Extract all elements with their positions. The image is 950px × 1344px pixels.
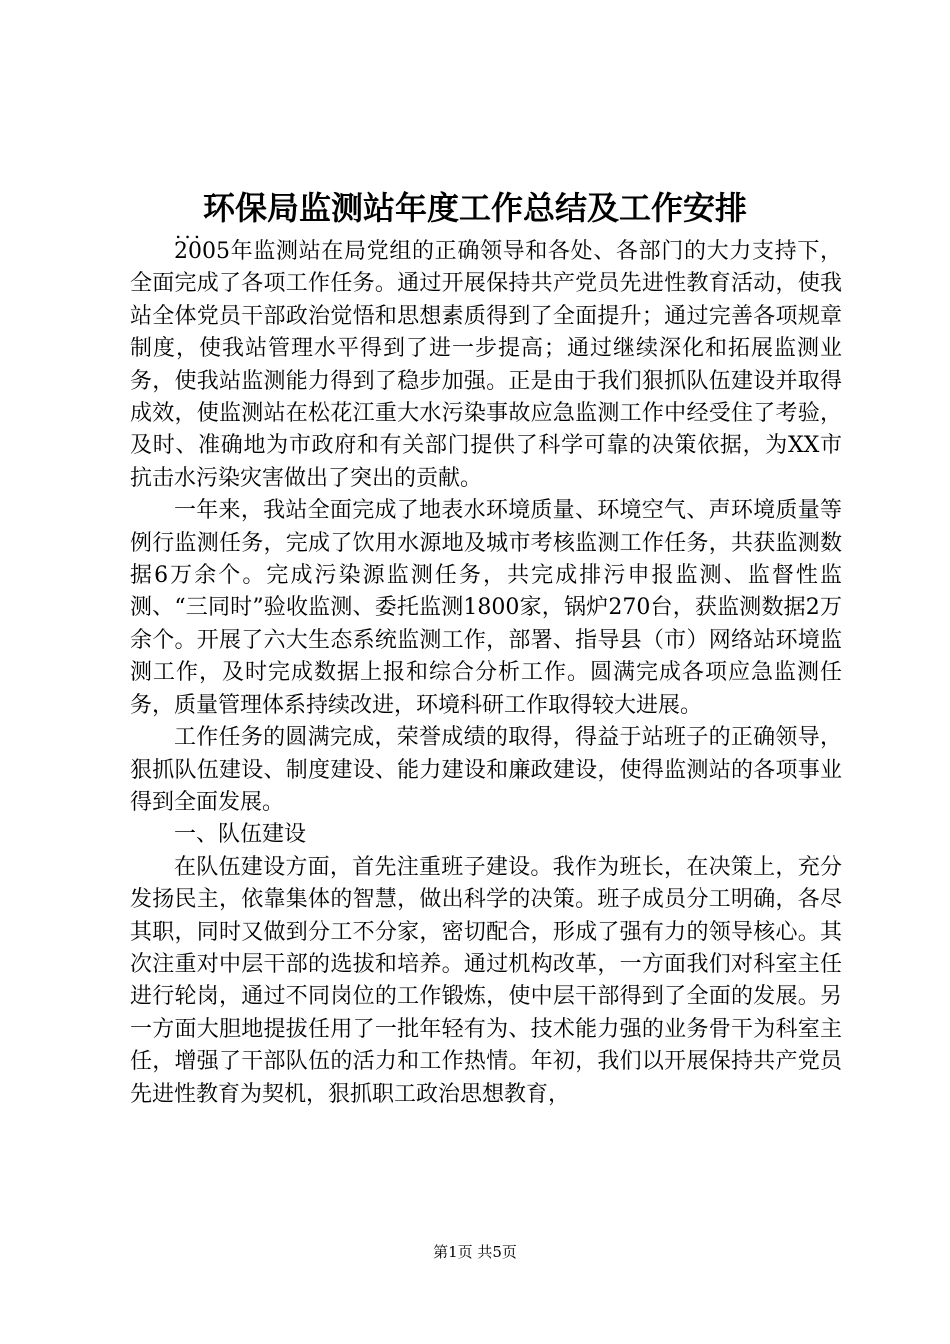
paragraph-monitoring-tasks: 一年来，我站全面完成了地表水环境质量、环境空气、声环境质量等例行监测任务，完成了饮用水源地及城市考核监测工作任务，共获监测数据6万余个。完成污染源监测任务，共完成排污申报监测、监督性监测、“三同时”验收监测、委托监测1800家，锅炉270台，获监测数据2万余个。开展了六大生态系统监测工作，部署、指导县（市）网络站环境监测工作，及时完成数据上报和综合分析工作。圆满完成各项应急监测任务，质量管理体系持续改进，环境科研工作取得较大进展。 — [130, 498, 842, 718]
paragraph-achievements: 工作任务的圆满完成，荣誉成绩的取得，得益于站班子的正确领导，狠抓队伍建设、制度建设、能力建设和廉政建设，使得监测站的各项事业得到全面发展。 — [130, 725, 842, 815]
document-body — [130, 236, 842, 1111]
document-title: 环保局监测站年度工作总结及工作安排 — [202, 189, 747, 227]
title-ellipsis: ... — [175, 219, 204, 243]
page-number-footer: 第1页 共5页 — [433, 1243, 517, 1261]
paragraph-team-building: 在队伍建设方面，首先注重班子建设。我作为班长，在决策上，充分发扬民主，依靠集体的智慧，做出科学的决策。班子成员分工明确，各尽其职，同时又做到分工不分家，密切配合，形成了强有力的领导核心。其次注重对中层干部的选拔和培养。通过机构改革，一方面我们对科室主任进行轮岗，通过不同岗位的工作锻炼，使中层干部得到了全面的发展。另一方面大胆地提拔任用了一批年轻有为、技术能力强的业务骨干为科室主任，增强了干部队伍的活力和工作热情。年初，我们以开展保持共产党员先进性教育为契机，狠抓职工政治思想教育， — [130, 854, 842, 1107]
section-heading-team-building: 一、队伍建设 — [174, 822, 307, 848]
paragraph-intro: 2005年监测站在局党组的正确领导和各处、各部门的大力支持下，全面完成了各项工作任务。通过开展保持共产党员先进性教育活动，使我站全体党员干部政治觉悟和思想素质得到了全面提升；通过完善各项规章制度，使我站管理水平得到了进一步提高；通过继续深化和拓展监测业务，使我站监测能力得到了稳步加强。正是由于我们狠抓队伍建设并取得成效，使监测站在松花江重大水污染事故应急监测工作中经受住了考验，及时、准确地为市政府和有关部门提供了科学可靠的决策依据，为XX市抗击水污染灾害做出了突出的贡献。 — [130, 239, 842, 491]
